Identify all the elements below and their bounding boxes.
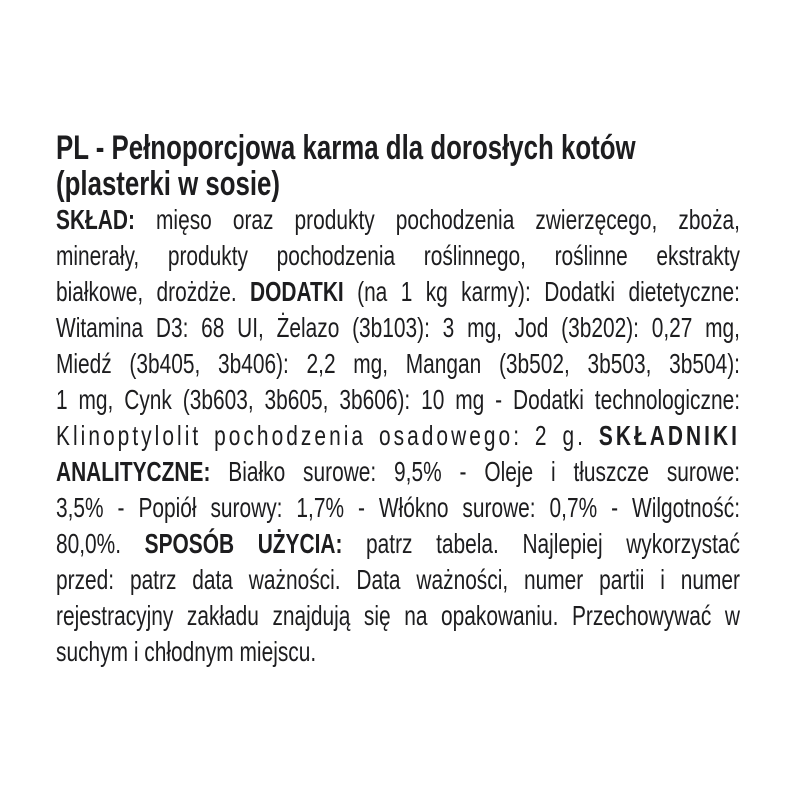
label-body-line	[56, 418, 740, 454]
label-bold-segment: DODATKI	[250, 276, 344, 307]
label-body-line	[56, 346, 740, 382]
label-body-line	[56, 454, 740, 490]
label-text-segment: Klinoptylolit pochodzenia osadowego: 2 g.	[56, 420, 599, 451]
label-bold-segment: SKŁAD:	[56, 204, 135, 235]
label-bold-segment: PL - Pełnoporcjowa karma dla dorosłych kotów	[56, 129, 636, 167]
label-text-segment: patrz tabela. Najlepiej wykorzystać	[342, 528, 740, 559]
label-body-line	[56, 238, 740, 274]
label-text-segment: rejestracyjny zakładu znajdują się na opakowaniu. Przechowywać w	[56, 600, 740, 631]
label-title-line	[56, 130, 740, 166]
label-body-line	[56, 526, 740, 562]
label-text-segment: mięso oraz produkty pochodzenia zwierzęcego, zboża,	[134, 204, 740, 235]
label-text-segment: przed: patrz data ważności. Data ważności, numer partii i numer	[56, 564, 740, 595]
label-text-segment: 80,0%.	[56, 528, 145, 559]
label-text-segment: Miedź (3b405, 3b406): 2,2 mg, Mangan (3b502, 3b503, 3b504):	[56, 348, 740, 379]
label-text-segment: białkowe, drożdże.	[56, 276, 251, 307]
label-body-line	[56, 562, 740, 598]
label-text-segment: Witamina D3: 68 UI, Żelazo (3b103): 3 mg, Jod (3b202): 0,27 mg,	[56, 312, 740, 343]
label-body-line	[56, 490, 740, 526]
label-bold-segment: SPOSÓB UŻYCIA:	[144, 528, 343, 559]
label-body-line	[56, 310, 740, 346]
label-body-line	[56, 202, 740, 238]
label-bold-segment: (plasterki w sosie)	[56, 165, 281, 203]
label-bold-segment: ANALITYCZNE:	[56, 456, 211, 487]
label-text-segment: 1 mg, Cynk (3b603, 3b605, 3b606): 10 mg - Dodatki technologiczne:	[56, 384, 740, 415]
label-text-segment: minerały, produkty pochodzenia roślinnego, roślinne ekstrakty	[56, 240, 740, 271]
label-text-segment: Białko surowe: 9,5% - Oleje i tłuszcze surowe:	[210, 456, 741, 487]
label-text-segment: (na 1 kg karmy): Dodatki dietetyczne:	[343, 276, 740, 307]
label-body-line	[56, 634, 740, 670]
label-text-block	[56, 130, 740, 670]
label-body-line	[56, 382, 740, 418]
label-body-line	[56, 598, 740, 634]
label-body-line	[56, 274, 740, 310]
label-text-segment: 3,5% - Popiół surowy: 1,7% - Włókno surowe: 0,7% - Wilgotność:	[56, 492, 740, 523]
label-text-segment: suchym i chłodnym miejscu.	[56, 636, 317, 667]
label-title-line	[56, 166, 740, 202]
label-bold-segment: SKŁADNIKI	[598, 420, 740, 451]
